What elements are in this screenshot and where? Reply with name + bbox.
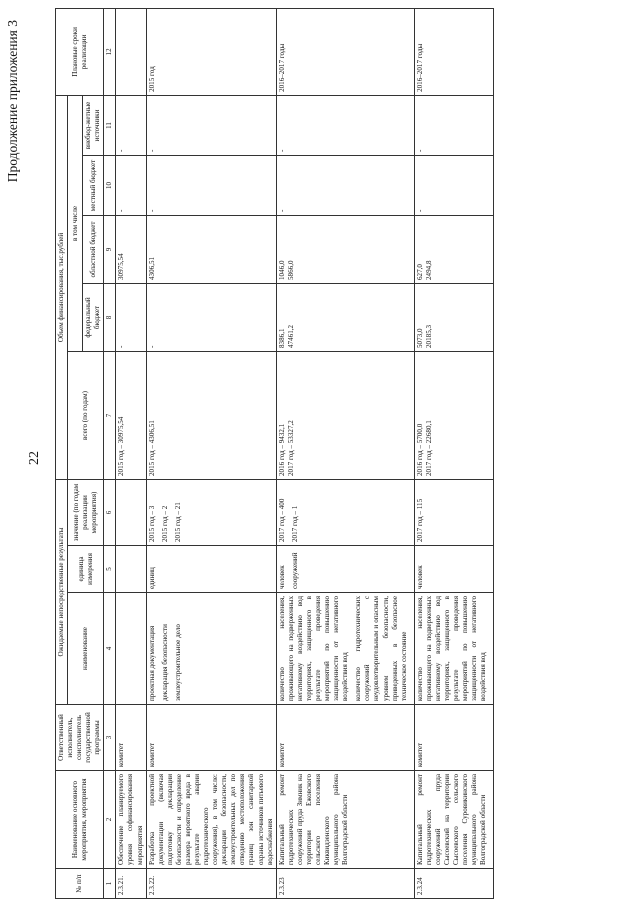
local-value: - bbox=[116, 155, 146, 215]
header-result-name: наименование bbox=[68, 593, 104, 705]
column-number: 1 bbox=[104, 869, 116, 899]
finance-total-value: 2015 год – 4306,51 bbox=[147, 420, 156, 476]
finance-total-value: 2017 год – 22680,1 bbox=[424, 420, 433, 476]
offbudget-value: - bbox=[276, 95, 414, 155]
finance-total-value: 2015 год – 30975,54 bbox=[117, 416, 126, 476]
row-executor: комитет bbox=[414, 705, 494, 771]
row-no: 2.3.21. bbox=[116, 869, 146, 899]
result-names-cell bbox=[146, 593, 276, 705]
column-number: 9 bbox=[104, 215, 116, 283]
result-unit: сооружений bbox=[290, 552, 299, 589]
result-unit: человек bbox=[415, 565, 424, 589]
row-name: Обеспечение планируемого уровня софинансирования мероприятия bbox=[116, 771, 146, 869]
federal-value: 47461,2 bbox=[286, 324, 295, 348]
federal-value: - bbox=[117, 345, 126, 348]
result-units-cell bbox=[414, 546, 494, 593]
result-units-cell bbox=[116, 546, 146, 593]
row-name: Капитальный ремонт гидротехнических сооружений пруда Сысоевский на территории Сысоевского сельского поселения Суровикинского муниципального района Волгоградской области bbox=[414, 771, 494, 869]
header-terms: Плановые сроки реализации bbox=[56, 8, 104, 95]
regional-value: 1046,0 bbox=[277, 260, 286, 280]
column-number: 3 bbox=[104, 705, 116, 771]
federal-cell bbox=[116, 283, 146, 351]
header-offbudget: внебюд-жетные источники bbox=[83, 95, 104, 155]
row-no: 2.3.22. bbox=[146, 869, 276, 899]
result-name: количество гидротехнических сооружений с неудовлетворительным и опасным уровнем безопасности, приведенных в безопасное техническое состояние bbox=[354, 596, 408, 701]
header-finance: Объем финансирования, тыс.рублей bbox=[56, 95, 68, 479]
column-number: 2 bbox=[104, 771, 116, 869]
result-value: 2015 год – 2 bbox=[160, 505, 169, 542]
column-number: 10 bbox=[104, 155, 116, 215]
table-row bbox=[276, 8, 414, 898]
result-value: 2015 год – 21 bbox=[173, 502, 182, 542]
row-executor: комитет bbox=[146, 705, 276, 771]
federal-value: 20185,3 bbox=[424, 324, 433, 348]
finance-total-cell bbox=[146, 351, 276, 479]
result-name: декларация безопасности bbox=[160, 624, 169, 701]
federal-cell bbox=[146, 283, 276, 351]
federal-value: 8386,1 bbox=[277, 328, 286, 348]
result-name: количество населения, проживающего на подверженных негативному воздействию вод территориях, защищенного в результате проведения мероприятий по повышению защищенности от негативного воздействия вод bbox=[277, 596, 350, 701]
finance-total-cell bbox=[276, 351, 414, 479]
federal-cell bbox=[414, 283, 494, 351]
finance-total-value: 2016 год – 5700,0 bbox=[415, 423, 424, 476]
table-row bbox=[146, 8, 276, 898]
terms-value bbox=[116, 8, 146, 95]
result-values-cell bbox=[276, 479, 414, 545]
row-no: 2.3.24 bbox=[414, 869, 494, 899]
local-value: - bbox=[414, 155, 494, 215]
header-executor: Ответственный исполнитель, соисполнитель государственной программы bbox=[56, 705, 104, 771]
header-result-unit: единица измерения bbox=[68, 546, 104, 593]
page-number: 22 bbox=[27, 451, 42, 465]
continuation-title: Продолжение приложения 3 bbox=[5, 20, 20, 183]
result-unit: человек bbox=[277, 565, 286, 589]
header-no: № п/п bbox=[56, 869, 104, 899]
result-values-cell bbox=[146, 479, 276, 545]
finance-total-value: 2016 год – 9432,1 bbox=[277, 423, 286, 476]
offbudget-value: - bbox=[146, 95, 276, 155]
finance-total-cell bbox=[116, 351, 146, 479]
regional-value: 4306,51 bbox=[147, 256, 156, 280]
table-body bbox=[116, 8, 494, 898]
table-row bbox=[414, 8, 494, 898]
terms-value: 2015 год bbox=[146, 8, 276, 95]
result-units-cell bbox=[146, 546, 276, 593]
result-names-cell bbox=[414, 593, 494, 705]
result-name: количество населения, проживающего на подверженных негативному воздействию вод территориях, защищенного в результате проведения мероприятий по повышению защищенности от негативного воздействия вод bbox=[415, 596, 488, 701]
regional-value: 2494,8 bbox=[424, 260, 433, 280]
column-number: 12 bbox=[104, 8, 116, 95]
column-number: 5 bbox=[104, 546, 116, 593]
result-value: 2017 год – 1 bbox=[290, 505, 299, 542]
row-name: Разработка проектной документации (включая подготовку декларации безопасности и определение размера вероятного вреда в результате аварии гидротехнического сооружения), в том числе: декларации безопасности, землеустроительных дел по отведению местоположения границ зон санитарной охраны источников питьевого водоснабжения bbox=[146, 771, 276, 869]
finance-total-value: 2017 год – 53327,2 bbox=[286, 420, 295, 476]
result-value: 2017 год – 400 bbox=[277, 498, 286, 542]
local-value: - bbox=[276, 155, 414, 215]
result-name: проектная документация bbox=[147, 625, 156, 701]
column-number-row bbox=[104, 8, 116, 898]
header-local: местный бюджет bbox=[83, 155, 104, 215]
local-value: - bbox=[146, 155, 276, 215]
header-finance-total: всего (по годам) bbox=[68, 351, 104, 479]
result-names-cell bbox=[276, 593, 414, 705]
row-executor: комитет bbox=[116, 705, 146, 771]
terms-value: 2016–2017 годы bbox=[414, 8, 494, 95]
regional-cell bbox=[414, 215, 494, 283]
row-executor: комитет bbox=[276, 705, 414, 771]
header-finance-incl: в том числе bbox=[68, 95, 83, 351]
row-name: Капитальный ремонт гидротехнических сооружений пруда Зимник на территории Ежовского сельского поселения Киквидзенского муниципального района Волгоградской области bbox=[276, 771, 414, 869]
federal-cell bbox=[276, 283, 414, 351]
header-federal: федеральный бюджет bbox=[83, 283, 104, 351]
column-number: 7 bbox=[104, 351, 116, 479]
header-name: Наименование основного мероприятия, мероприятия bbox=[56, 771, 104, 869]
table-row bbox=[116, 8, 146, 898]
federal-value: 5073,0 bbox=[415, 328, 424, 348]
regional-cell bbox=[116, 215, 146, 283]
column-number: 4 bbox=[104, 593, 116, 705]
column-number: 11 bbox=[104, 95, 116, 155]
result-values-cell bbox=[414, 479, 494, 545]
finance-total-cell bbox=[414, 351, 494, 479]
row-no: 2.3.23 bbox=[276, 869, 414, 899]
result-value: 2017 год – 115 bbox=[415, 498, 424, 542]
regional-value: 627,0 bbox=[415, 264, 424, 280]
header-regional: областной бюджет bbox=[83, 215, 104, 283]
column-number: 6 bbox=[104, 479, 116, 545]
terms-value: 2016–2017 годы bbox=[276, 8, 414, 95]
result-name: землеустроительное дело bbox=[173, 624, 182, 701]
result-units-cell bbox=[276, 546, 414, 593]
federal-value: - bbox=[147, 345, 156, 348]
regional-value: 30975,54 bbox=[117, 253, 126, 280]
regional-value: 5866,0 bbox=[286, 260, 295, 280]
header-expected-results: Ожидаемые непосредственные результаты bbox=[56, 479, 68, 704]
header-result-value: значение (по годам реализации мероприятия) bbox=[68, 479, 104, 545]
regional-cell bbox=[276, 215, 414, 283]
result-unit: единиц bbox=[147, 567, 156, 589]
column-number: 8 bbox=[104, 283, 116, 351]
offbudget-value: - bbox=[116, 95, 146, 155]
result-values-cell bbox=[116, 479, 146, 545]
regional-cell bbox=[146, 215, 276, 283]
offbudget-value: - bbox=[414, 95, 494, 155]
program-table bbox=[55, 8, 494, 899]
result-names-cell bbox=[116, 593, 146, 705]
result-value: 2015 год – 3 bbox=[147, 505, 156, 542]
